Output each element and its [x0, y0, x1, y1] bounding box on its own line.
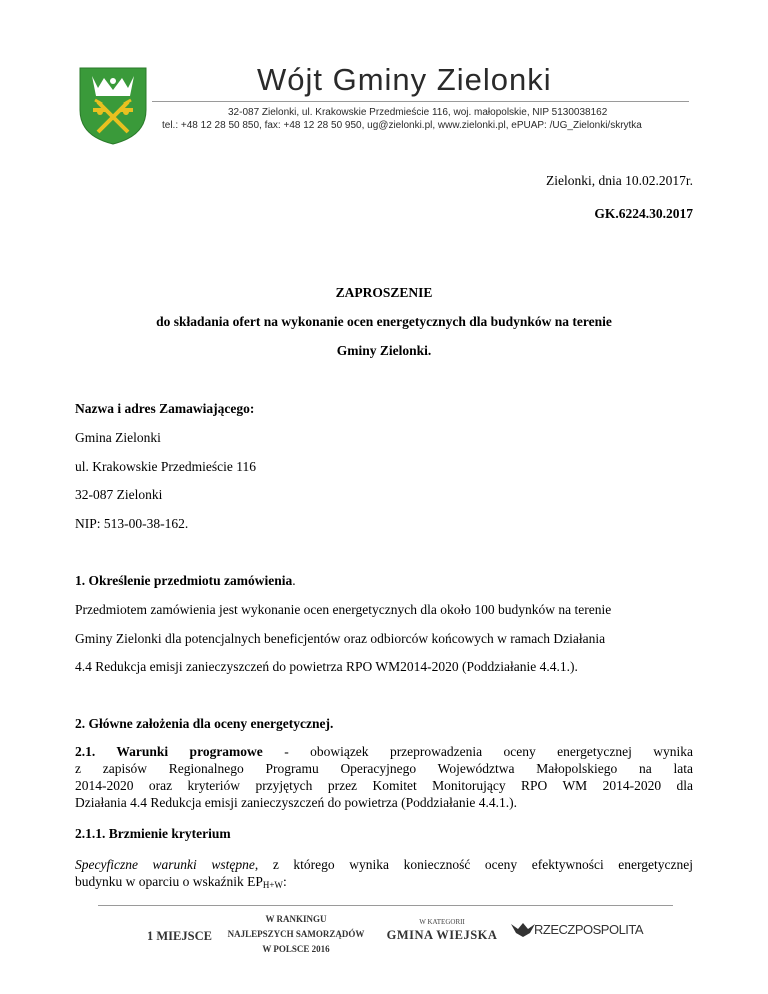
- section2-p2-line2: [75, 874, 287, 890]
- eagle-icon: [510, 921, 536, 939]
- header-divider: [152, 101, 689, 102]
- document-title: ZAPROSZENIE: [335, 285, 433, 300]
- section2-p1-line1-rest: - obowiązek przeprowadzenia oceny energetycznej wynika: [262, 744, 693, 759]
- document-subtitle-line1: do składania ofert na wykonanie ocen energetycznych dla budynków na terenie: [156, 314, 612, 329]
- header-address-line: 32-087 Zielonki, ul. Krakowskie Przedmieście 116, woj. małopolskie, NIP 5130038162: [228, 107, 608, 118]
- section2-p1-line2: z zapisów Regionalnego Programu Operacyjnego Województwa Małopolskiego na lata: [75, 761, 693, 776]
- organization-title: Wójt Gminy Zielonki: [257, 62, 552, 97]
- footer-rank-line3: W POLSCE 2016: [262, 944, 330, 954]
- section2-p2-line1: [75, 857, 693, 873]
- footer-newspaper-logo: RZECZPOSPOLITA: [534, 922, 644, 937]
- footer-divider: [98, 905, 673, 906]
- section2-p2-italic: Specyficzne warunki wstępne: [75, 857, 255, 872]
- section2-p2-subscript: H+W: [262, 880, 283, 890]
- footer-category-label: W KATEGORII: [419, 918, 465, 926]
- section2-p2-line2-pre: budynku w oparciu o wskaźnik EP: [75, 874, 263, 889]
- section1-heading-suffix: .: [292, 573, 296, 588]
- section2-subheading: 2.1.1. Brzmienie kryterium: [75, 826, 231, 841]
- section2-p1-bold: 2.1. Warunki programowe: [75, 744, 263, 759]
- orderer-street: ul. Krakowskie Przedmieście 116: [75, 459, 256, 474]
- section1-line2: Gminy Zielonki dla potencjalnych beneficjentów oraz odbiorców końcowych w ramach Działania: [75, 631, 606, 646]
- footer-rank-line1: W RANKINGU: [265, 914, 327, 924]
- section1-heading: [75, 573, 296, 589]
- orderer-nip: NIP: 513-00-38-162.: [75, 516, 189, 531]
- document-subtitle-line2: Gminy Zielonki.: [336, 343, 432, 358]
- document-reference-number: GK.6224.30.2017: [594, 206, 693, 221]
- footer-category-name: GMINA WIEJSKA: [386, 928, 498, 942]
- orderer-heading: Nazwa i adres Zamawiającego:: [75, 401, 255, 416]
- section1-heading-text: 1. Określenie przedmiotu zamówienia: [75, 573, 293, 588]
- section2-p1-line3: 2014-2020 oraz kryteriów przyjętych przez Komitet Monitorujący RPO WM 2014-2020 dla: [75, 778, 693, 793]
- orderer-name: Gmina Zielonki: [75, 430, 161, 445]
- section1-line3: 4.4 Redukcja emisji zanieczyszczeń do powietrza RPO WM2014-2020 (Poddziałanie 4.4.1.).: [75, 659, 578, 674]
- orderer-postal: 32-087 Zielonki: [75, 487, 163, 502]
- document-date: Zielonki, dnia 10.02.2017r.: [546, 173, 693, 188]
- gmina-coat-of-arms-icon: [78, 66, 148, 146]
- header-contact-line: tel.: +48 12 28 50 850, fax: +48 12 28 50 950, ug@zielonki.pl, www.zielonki.pl, ePUAP: /UG_Zielonki/skrytka: [162, 120, 642, 131]
- section1-line1: Przedmiotem zamówienia jest wykonanie ocen energetycznych dla około 100 budynków na terenie: [75, 602, 612, 617]
- footer-place: 1 MIEJSCE: [147, 929, 212, 943]
- section2-p1-line4: Działania 4.4 Redukcja emisji zanieczyszczeń do powietrza (Poddziałanie 4.4.1.).: [75, 795, 517, 810]
- section2-p2-line1-rest: , z którego wynika konieczność oceny efektywności energetycznej: [254, 857, 693, 872]
- footer-rank-line2: NAJLEPSZYCH SAMORZĄDÓW: [227, 929, 365, 939]
- section2-heading: 2. Główne założenia dla oceny energetycznej.: [75, 716, 334, 731]
- section2-p2-line2-post: :: [282, 874, 287, 889]
- section2-p1-line1: [75, 744, 693, 760]
